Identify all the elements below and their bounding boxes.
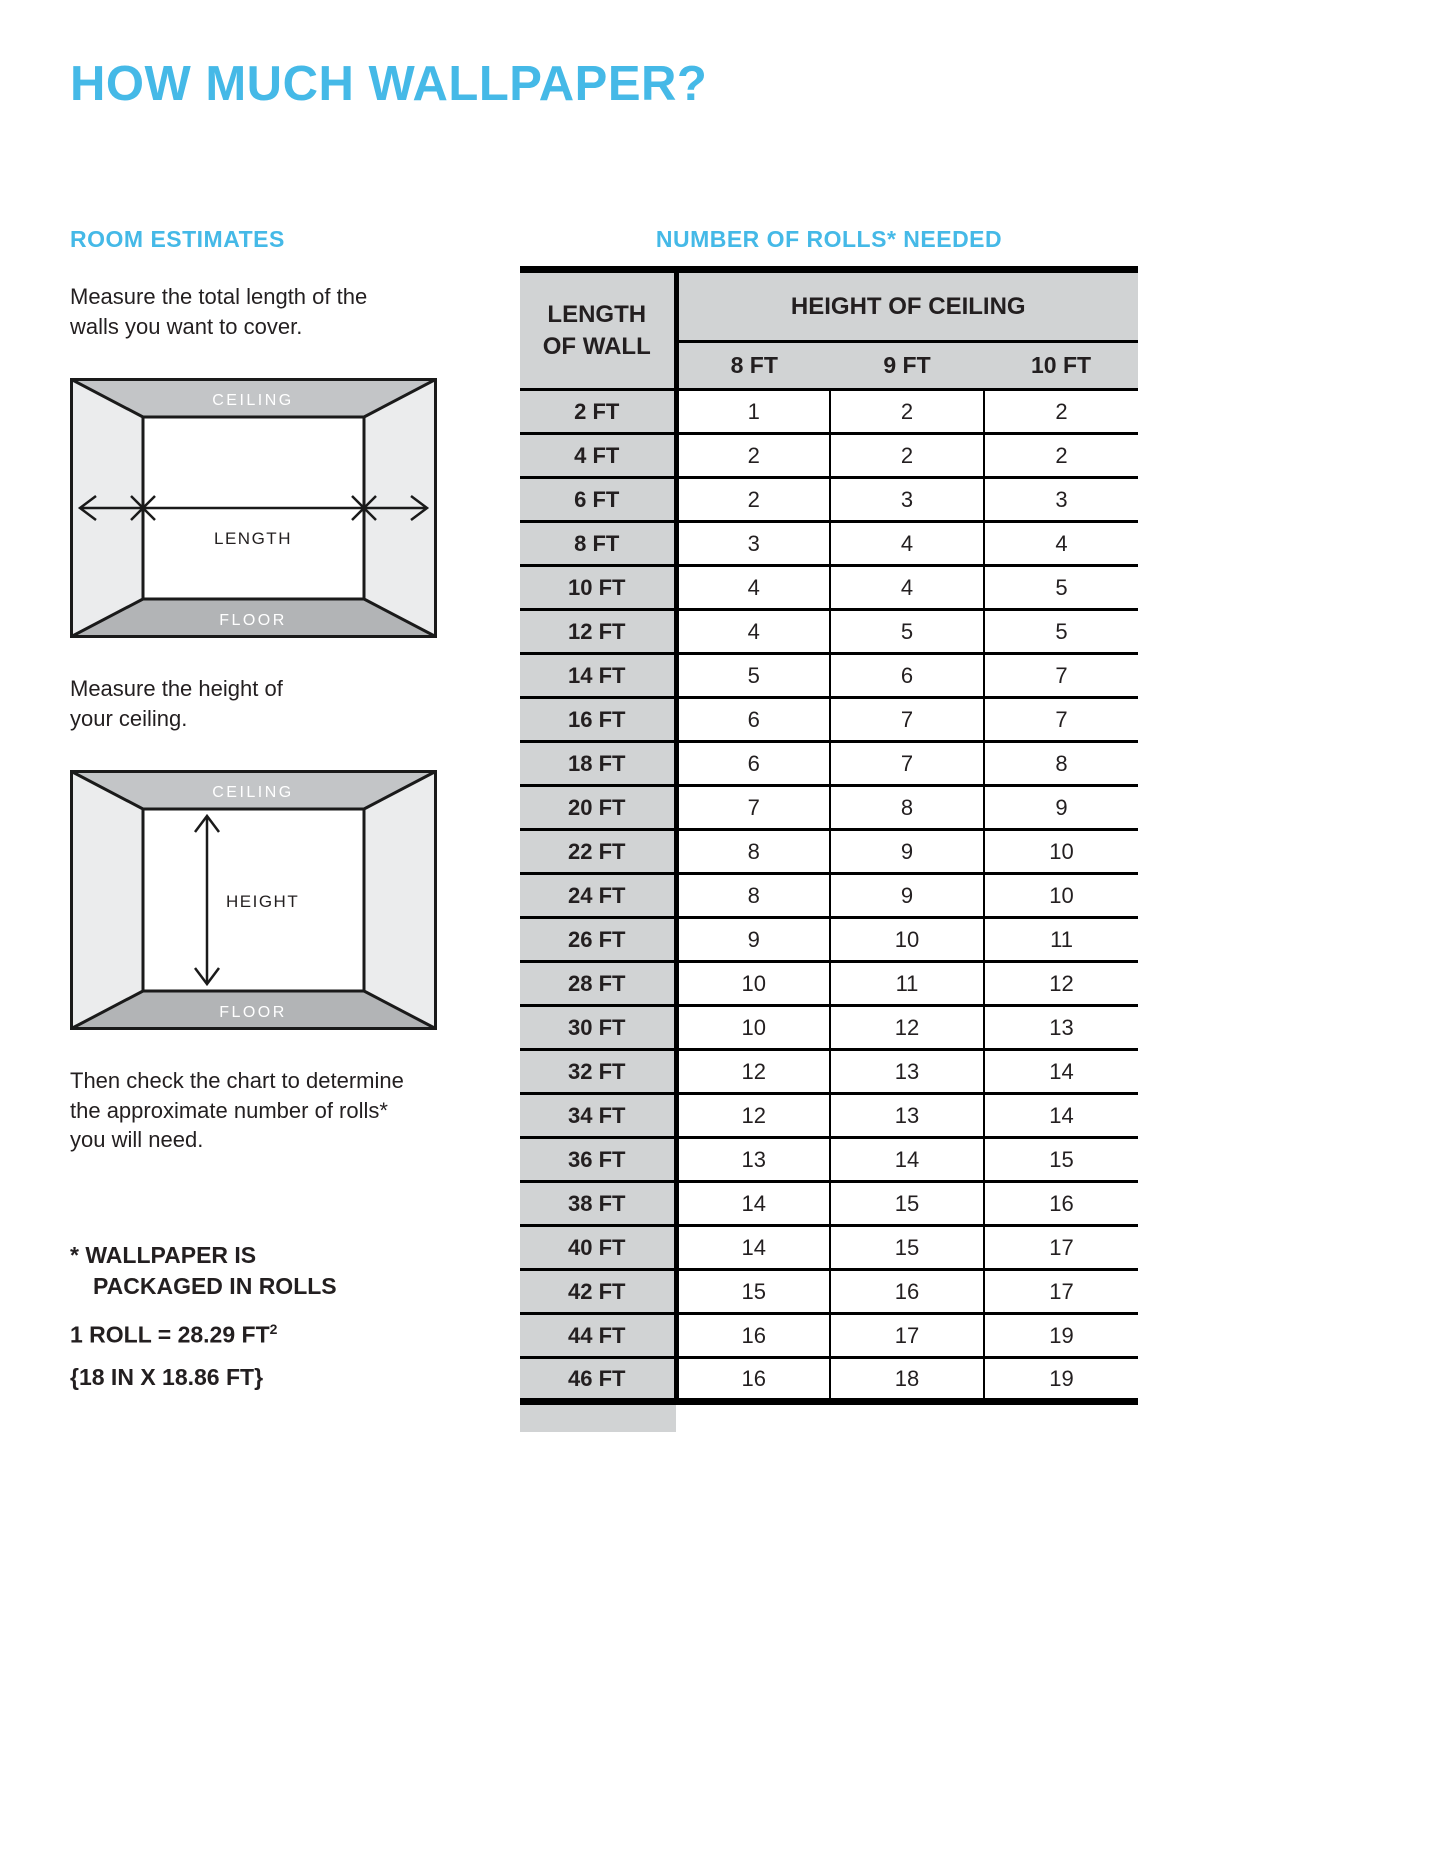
roll-count-cell: 9 [830,874,984,918]
row-label: 8 FT [520,522,676,566]
roll-count-cell: 12 [830,1006,984,1050]
table-row [520,1270,1138,1314]
roll-count-cell: 6 [676,698,830,742]
table-row [520,1006,1138,1050]
roll-count-cell: 2 [984,434,1138,478]
roll-count-cell: 7 [984,698,1138,742]
table-row [520,962,1138,1006]
roll-count-cell: 10 [984,830,1138,874]
ceiling-10ft-header: 10 FT [984,342,1138,390]
roll-count-cell: 3 [984,478,1138,522]
roll-count-cell: 7 [830,698,984,742]
roll-count-cell: 7 [984,654,1138,698]
roll-count-cell: 14 [830,1138,984,1182]
row-label: 24 FT [520,874,676,918]
row-label: 38 FT [520,1182,676,1226]
row-label: 34 FT [520,1094,676,1138]
row-label: 2 FT [520,390,676,434]
roll-count-cell: 15 [830,1182,984,1226]
roll-count-cell: 5 [830,610,984,654]
ceiling-label: CEILING [212,784,294,801]
table-footer-stub [520,1405,676,1432]
roll-count-cell: 10 [676,962,830,1006]
table-row [520,1182,1138,1226]
roll-count-cell: 14 [676,1226,830,1270]
roll-count-cell: 10 [984,874,1138,918]
right-wall [364,770,437,1030]
roll-count-cell: 19 [984,1314,1138,1358]
roll-count-cell: 4 [984,522,1138,566]
roll-count-cell: 18 [830,1358,984,1402]
room-height-diagram [70,770,437,1030]
room-estimates-heading: ROOM ESTIMATES [70,226,285,252]
row-label: 10 FT [520,566,676,610]
room-length-diagram [70,378,437,638]
roll-count-cell: 16 [984,1182,1138,1226]
page-title: HOW MUCH WALLPAPER? [70,57,708,111]
left-wall [70,770,143,1030]
row-label: 18 FT [520,742,676,786]
check-chart-paragraph: Then check the chart to determine the approximate number of rolls* you will need. [70,1068,404,1153]
table-row [520,434,1138,478]
roll-count-cell: 11 [984,918,1138,962]
roll-count-cell: 5 [676,654,830,698]
roll-count-cell: 8 [676,874,830,918]
roll-count-cell: 12 [676,1094,830,1138]
roll-count-cell: 14 [984,1050,1138,1094]
ceiling-label: CEILING [212,392,294,409]
roll-count-cell: 13 [830,1050,984,1094]
roll-count-cell: 14 [984,1094,1138,1138]
roll-count-cell: 5 [984,610,1138,654]
roll-count-cell: 7 [830,742,984,786]
row-label: 14 FT [520,654,676,698]
measure-length-paragraph: Measure the total length of the walls you want to cover. [70,284,368,339]
roll-count-cell: 16 [676,1358,830,1402]
roll-size-note [70,1320,277,1392]
roll-count-cell: 6 [676,742,830,786]
ceiling-8ft-header: 8 FT [676,342,830,390]
floor-label: FLOOR [219,1004,287,1021]
rolls-table-container [520,266,1138,1432]
row-label: 44 FT [520,1314,676,1358]
table-row [520,522,1138,566]
roll-count-cell: 7 [676,786,830,830]
roll-count-cell: 12 [984,962,1138,1006]
row-label: 46 FT [520,1358,676,1402]
row-label: 30 FT [520,1006,676,1050]
note-line-1: * WALLPAPER IS [70,1242,257,1268]
roll-count-cell: 9 [676,918,830,962]
rolls-needed-heading: NUMBER OF ROLLS* NEEDED [655,226,1003,252]
table-row [520,390,1138,434]
roll-count-cell: 17 [830,1314,984,1358]
row-label: 6 FT [520,478,676,522]
row-label: 4 FT [520,434,676,478]
roll-count-cell: 14 [676,1182,830,1226]
table-row [520,1314,1138,1358]
roll-count-cell: 2 [676,478,830,522]
roll-count-cell: 8 [830,786,984,830]
roll-count-cell: 2 [984,390,1138,434]
row-label: 16 FT [520,698,676,742]
roll-count-cell: 4 [676,610,830,654]
roll-count-cell: 16 [830,1270,984,1314]
rolls-table [520,266,1138,1405]
roll-count-cell: 15 [676,1270,830,1314]
table-row [520,1050,1138,1094]
table-row [520,786,1138,830]
roll-count-cell: 1 [676,390,830,434]
row-label: 20 FT [520,786,676,830]
roll-count-cell: 13 [676,1138,830,1182]
roll-count-cell: 4 [830,522,984,566]
roll-count-cell: 15 [830,1226,984,1270]
table-row [520,874,1138,918]
table-row [520,610,1138,654]
table-row [520,478,1138,522]
roll-count-cell: 3 [830,478,984,522]
table-row [520,830,1138,874]
roll-count-cell: 4 [676,566,830,610]
roll-count-cell: 2 [830,434,984,478]
roll-count-cell: 16 [676,1314,830,1358]
table-row [520,742,1138,786]
floor-label: FLOOR [219,612,287,629]
roll-count-cell: 6 [830,654,984,698]
table-row [520,698,1138,742]
roll-count-cell: 11 [830,962,984,1006]
wallpaper-packaging-note [70,1240,337,1302]
roll-count-cell: 17 [984,1226,1138,1270]
height-label: HEIGHT [226,892,300,911]
length-of-wall-line2: OF WALL [542,332,651,360]
roll-equation [70,1320,277,1351]
row-label: 22 FT [520,830,676,874]
table-header-row [520,270,1138,342]
squared-superscript: 2 [269,1321,278,1337]
measure-height-paragraph: Measure the height of your ceiling. [70,676,283,731]
row-label: 28 FT [520,962,676,1006]
note-line-2: PACKAGED IN ROLLS [93,1273,337,1300]
roll-count-cell: 9 [830,830,984,874]
roll-dimensions: {18 IN X 18.86 FT} [70,1363,264,1390]
length-of-wall-header [520,270,676,390]
height-of-ceiling-header: HEIGHT OF CEILING [676,270,1138,342]
roll-count-cell: 8 [984,742,1138,786]
roll-count-cell: 8 [676,830,830,874]
roll-count-cell: 17 [984,1270,1138,1314]
rolls-table-body [520,390,1138,1402]
row-label: 36 FT [520,1138,676,1182]
table-row [520,918,1138,962]
table-row [520,1094,1138,1138]
roll-count-cell: 9 [984,786,1138,830]
roll-count-cell: 2 [676,434,830,478]
table-row [520,1226,1138,1270]
ceiling-9ft-header: 9 FT [830,342,984,390]
row-label: 42 FT [520,1270,676,1314]
roll-count-cell: 2 [830,390,984,434]
table-row [520,1138,1138,1182]
roll-count-cell: 10 [830,918,984,962]
row-label: 40 FT [520,1226,676,1270]
roll-count-cell: 19 [984,1358,1138,1402]
roll-count-cell: 13 [984,1006,1138,1050]
row-label: 26 FT [520,918,676,962]
roll-count-cell: 10 [676,1006,830,1050]
table-row [520,1358,1138,1402]
roll-count-cell: 3 [676,522,830,566]
table-row [520,654,1138,698]
roll-count-cell: 5 [984,566,1138,610]
roll-count-cell: 4 [830,566,984,610]
row-label: 32 FT [520,1050,676,1094]
roll-equation-text: 1 ROLL = 28.29 FT [70,1321,270,1348]
roll-count-cell: 12 [676,1050,830,1094]
table-row [520,566,1138,610]
roll-count-cell: 15 [984,1138,1138,1182]
length-label: LENGTH [214,529,292,548]
row-label: 12 FT [520,610,676,654]
roll-count-cell: 13 [830,1094,984,1138]
length-of-wall-line1: LENGTH [547,301,647,329]
